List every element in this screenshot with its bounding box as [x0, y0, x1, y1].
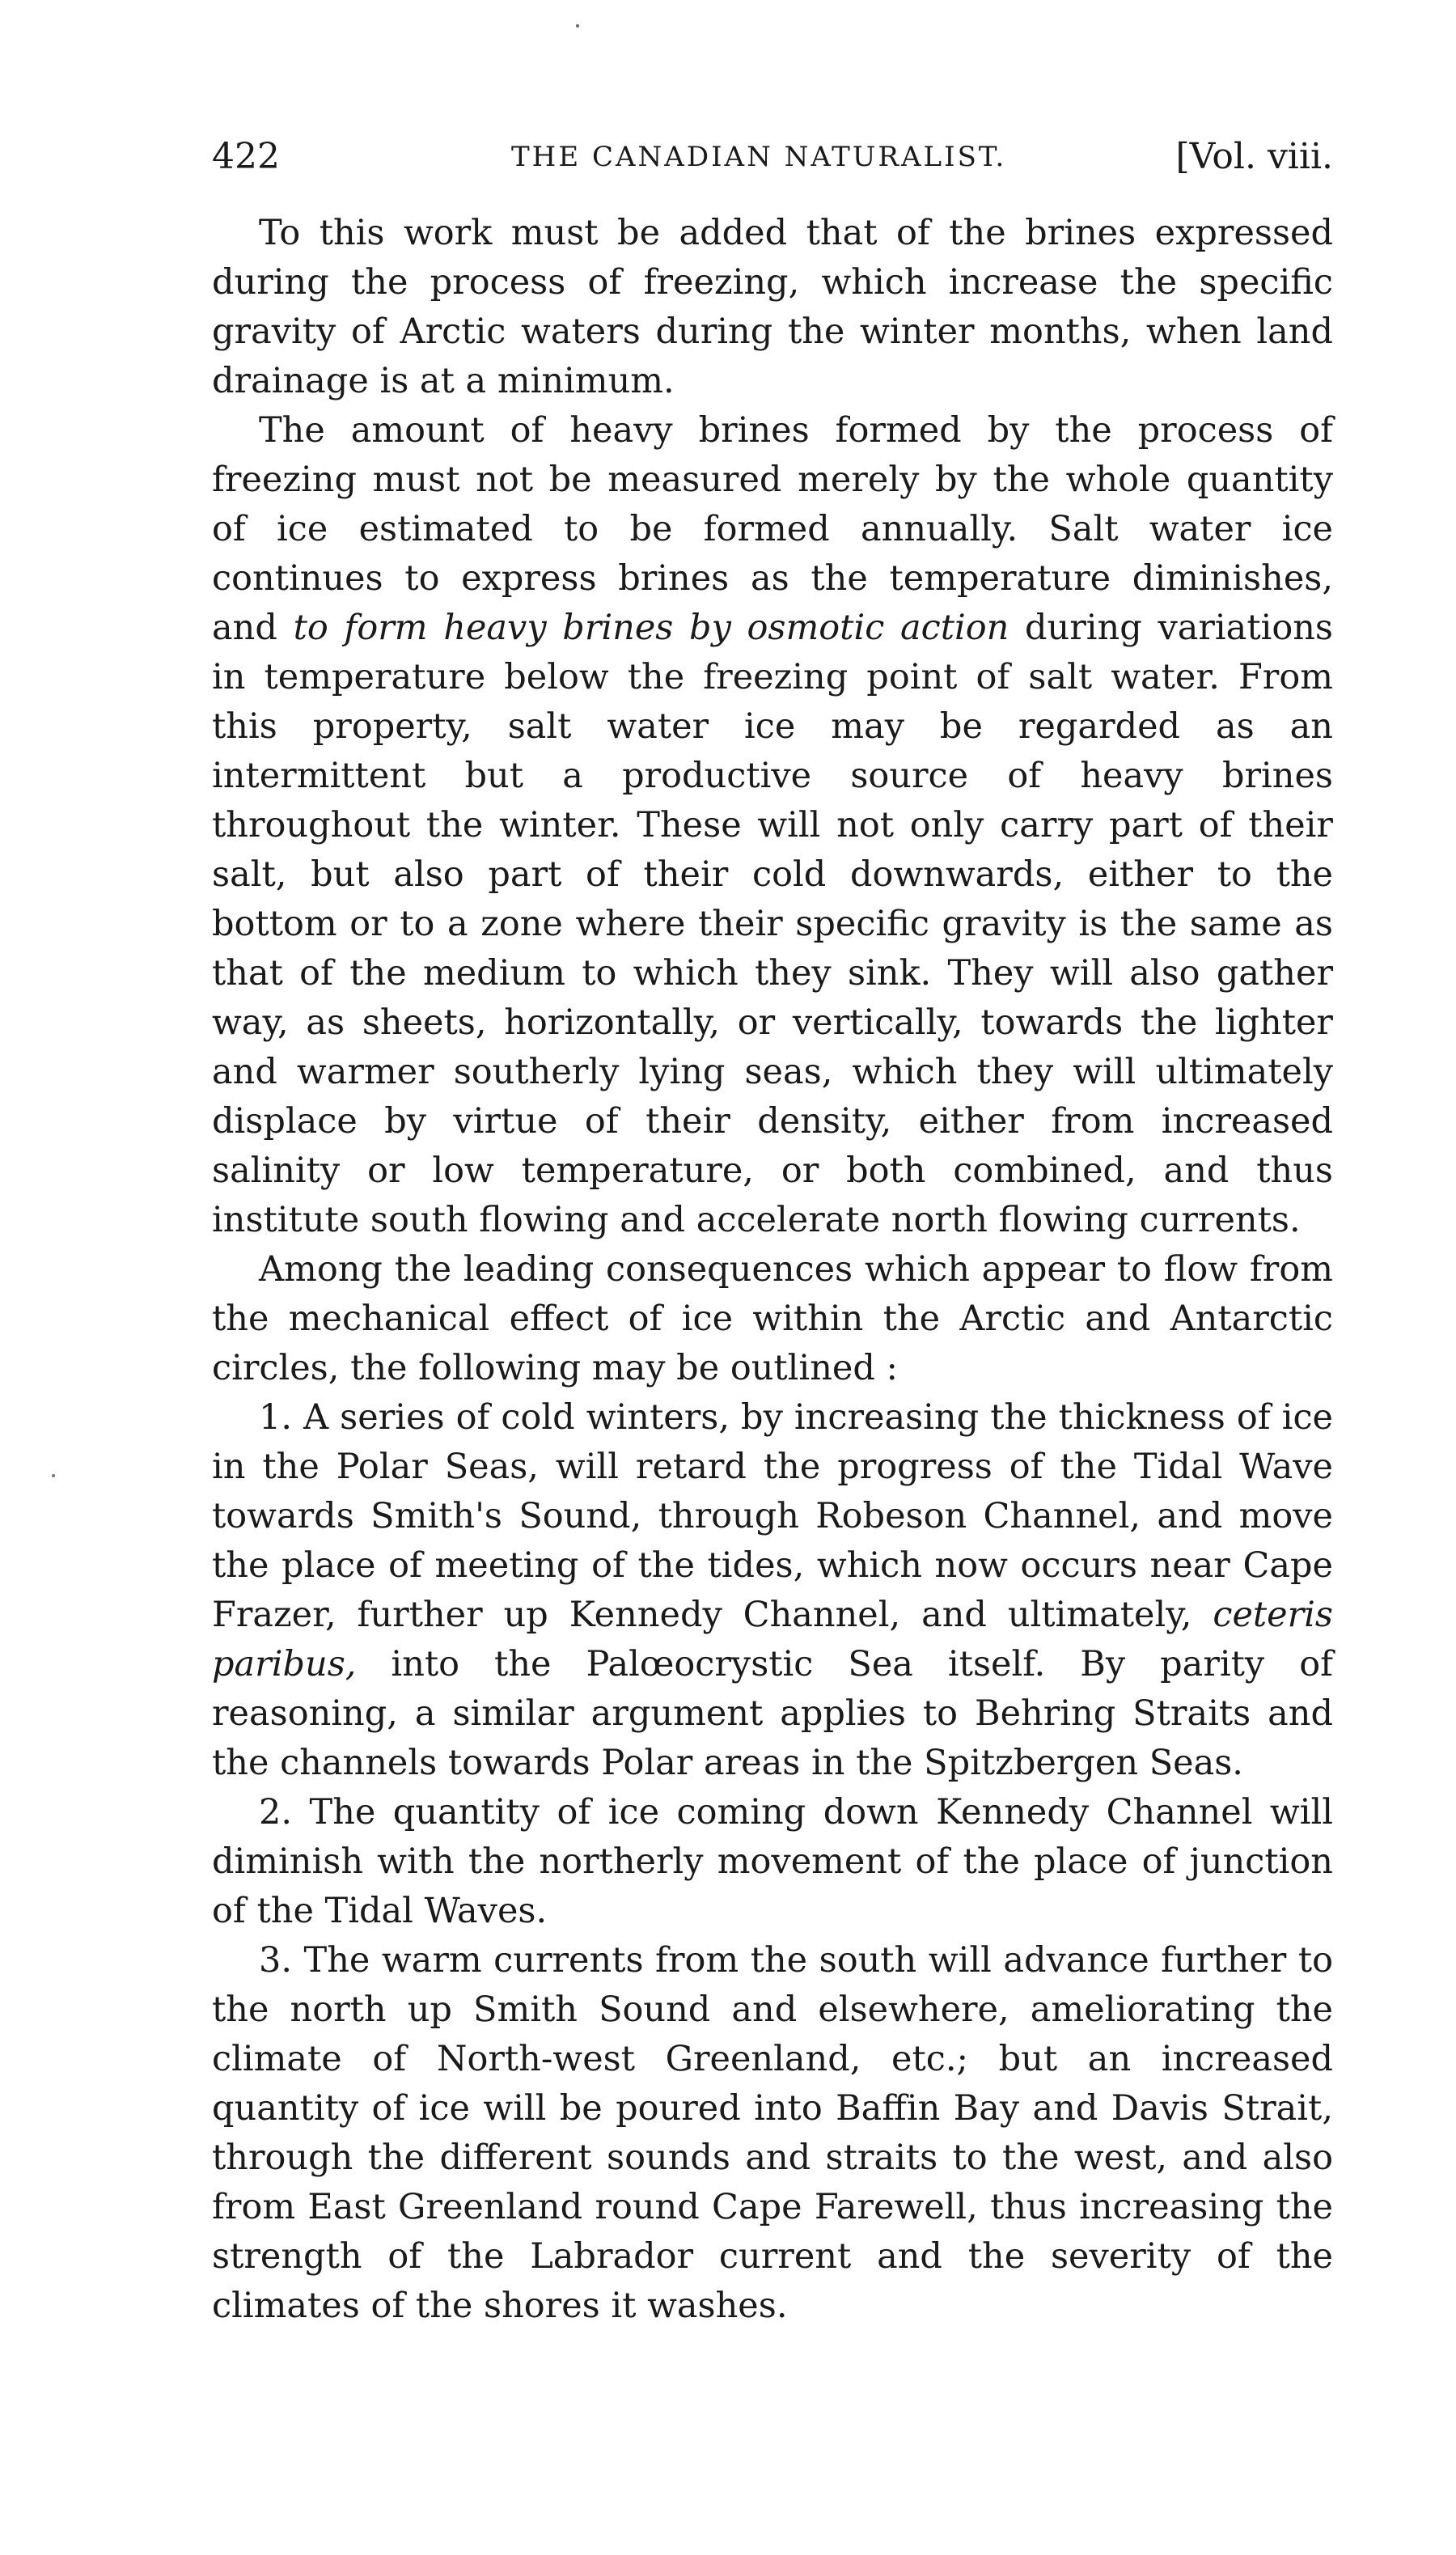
list-item-1	[212, 1393, 1333, 1788]
body-text	[212, 209, 1333, 2331]
page-number: 422	[212, 136, 280, 177]
volume-label: [Vol. viii.	[1175, 136, 1333, 177]
page-speck	[576, 24, 579, 28]
paragraph-heavy-brines	[212, 406, 1333, 1245]
paragraph-text: 1. A series of cold winters, by increasing the thickness of ice in the Polar Seas, will retard the progress of the Tidal Wave towards Smith's Sound, through Robeson Channel, and move the place of meeting of the tides, which now occurs near Cape Frazer, further up Kennedy Channel, and ultimately,	[212, 1397, 1333, 1635]
italic-phrase: ceteris paribus,	[212, 1595, 1333, 1684]
paragraph-text: The amount of heavy brines formed by the process of freezing must not be measured merely by the whole quantity of ice estimated to be formed annually. Salt water ice continues to express brines as the temperature diminishes, and	[212, 410, 1333, 648]
paragraph-consequences: Among the leading consequences which appear to flow from the mechanical effect of ice within the Arctic and Antarctic circles, the following may be outlined :	[212, 1249, 1333, 1388]
paragraph-text: during variations in temperature below the freezing point of salt water. From this property, salt water ice may be regarded as an intermittent but a productive source of heavy brines throughout the winter. These will not only carry part of their salt, but also part of their cold downwards, either to the bottom or to a zone where their specific gravity is the same as that of the medium to which they sink. They will also gather way, as sheets, horizontally, or vertically, towards the lighter and warmer southerly lying seas, which they will ultimately displace by virtue of their density, either from increased salinity or low temperature, or both combined, and thus institute south flowing and accelerate north flowing currents.	[212, 608, 1333, 1240]
italic-phrase: to form heavy brines by osmotic action	[293, 608, 1009, 648]
page-header	[212, 125, 1333, 189]
paragraph-text: into the Palœocrystic Sea itself. By parity of reasoning, a similar argument applies to Behring Straits and the channels towards Polar areas in the Spitzbergen Seas.	[212, 1644, 1333, 1783]
page-speck	[52, 1474, 55, 1477]
list-item-3: 3. The warm currents from the south will advance further to the north up Smith Sound and elsewhere, ameliorating the climate of North-west Greenland, etc.; but an increased quantity of ice will be poured into Baffin Bay and Davis Strait, through the different sounds and straits to the west, and also from East Greenland round Cape Farewell, thus increasing the strength of the Labrador current and the severity of the climates of the shores it washes.	[212, 1940, 1333, 2326]
paragraph-brines: To this work must be added that of the brines expressed during the process of freezing, which increase the specific gravity of Arctic waters during the winter months, when land drainage is at a minimum.	[212, 213, 1333, 401]
running-title: THE CANADIAN NATURALIST.	[511, 141, 1007, 173]
list-item-2: 2. The quantity of ice coming down Kennedy Channel will diminish with the northerly movement of the place of junction of the Tidal Waves.	[212, 1792, 1333, 1931]
